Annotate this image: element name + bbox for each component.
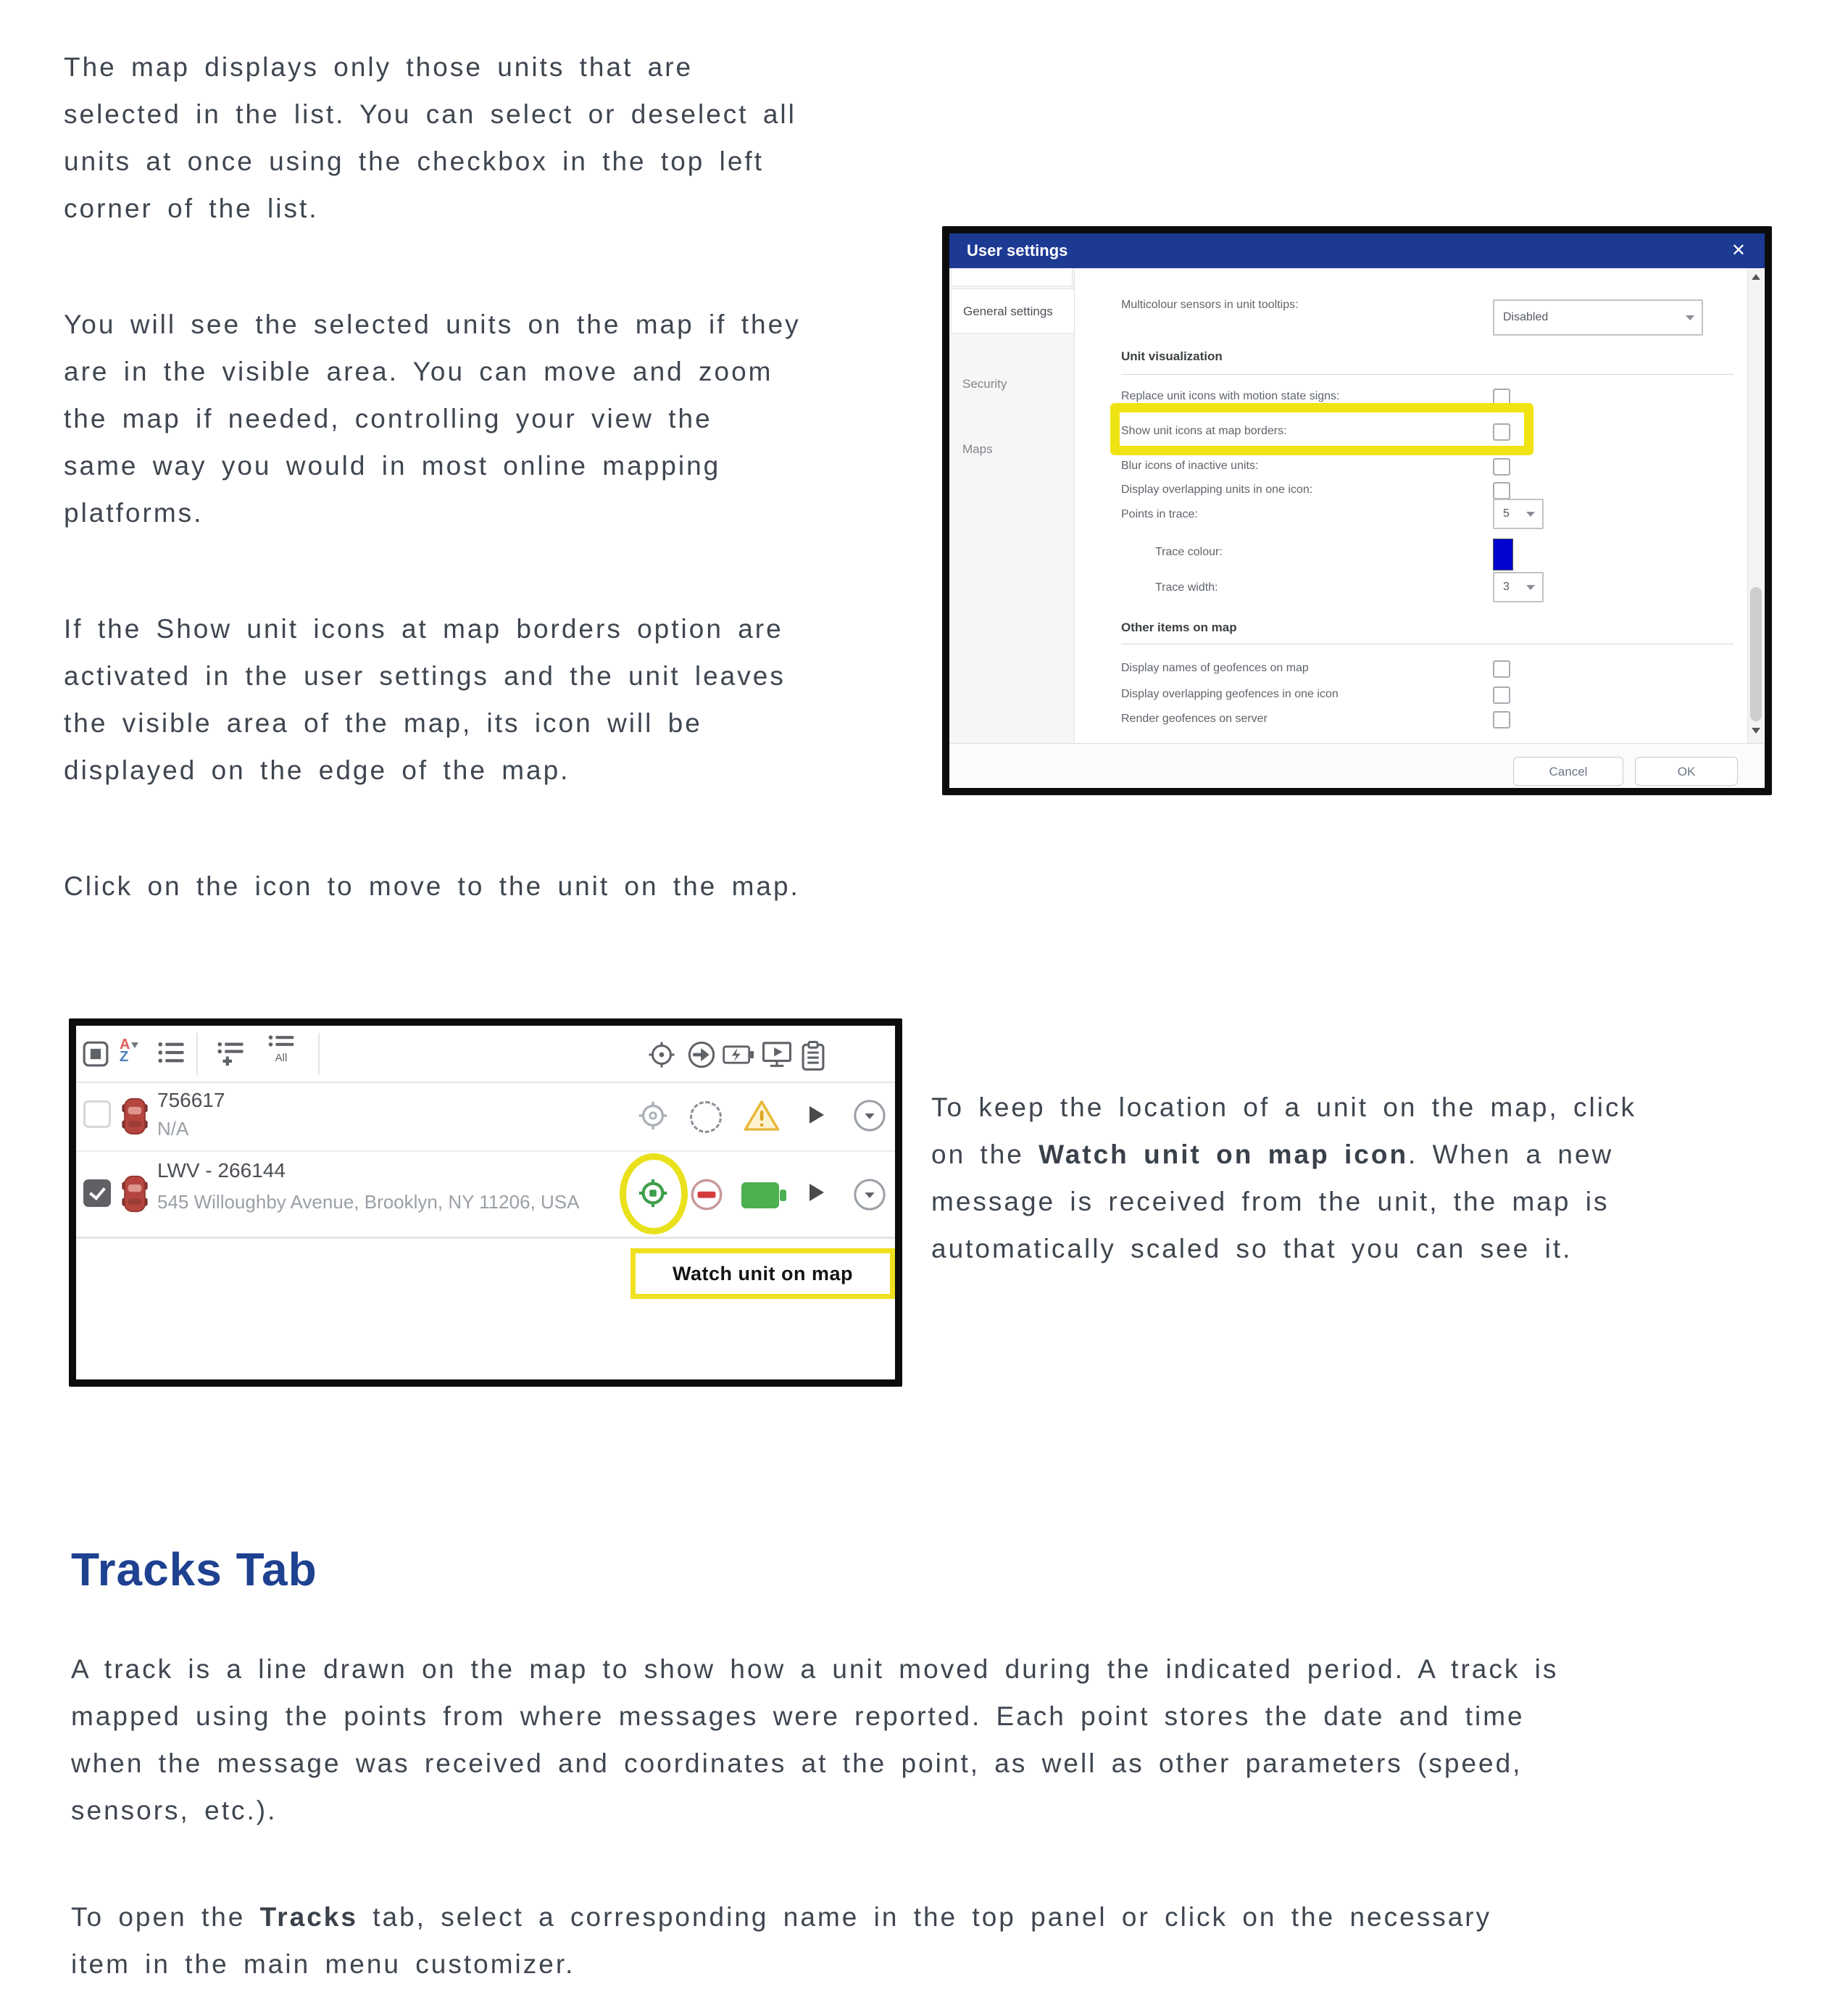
select-value: Disabled — [1503, 311, 1549, 323]
trace-width-label: Trace width: — [1155, 581, 1218, 594]
unit-location: N/A — [157, 1118, 189, 1140]
no-entry-icon[interactable] — [690, 1178, 723, 1211]
points-in-trace-select[interactable] — [1493, 499, 1544, 529]
trace-colour-label: Trace colour: — [1155, 546, 1223, 558]
text-line: the visible area of the map, its icon will be — [64, 708, 702, 738]
select-value: 3 — [1503, 581, 1510, 593]
section-divider — [1121, 374, 1733, 375]
text-line: platforms. — [64, 498, 204, 528]
unit-row-lwv-266144 — [76, 1152, 895, 1235]
user-settings-dialog — [942, 226, 1772, 795]
battery-full-icon[interactable] — [740, 1179, 773, 1213]
play-icon[interactable] — [809, 1184, 824, 1201]
tracks-paragraph-2 — [71, 1893, 1810, 1988]
watch-unit-tooltip — [630, 1248, 895, 1299]
intro-paragraph-4 — [64, 863, 970, 910]
car-icon — [121, 1175, 149, 1216]
dialog-footer — [949, 743, 1765, 788]
blur-icons-checkbox[interactable] — [1493, 458, 1510, 476]
show-unit-icons-checkbox[interactable] — [1493, 423, 1510, 441]
no-position-dashed-circle-icon[interactable] — [690, 1101, 723, 1134]
all-label: All — [275, 1052, 288, 1064]
monitor-play-icon[interactable] — [762, 1040, 790, 1068]
text-line — [71, 1893, 1810, 1941]
text-line: automatically scaled so that you can see it. — [931, 1234, 1573, 1263]
text-segment: tab, select a corresponding name in the top panel or click on the necessary — [357, 1902, 1492, 1932]
text-line: To keep the location of a unit on the map, click — [931, 1092, 1636, 1122]
unit-name: LWV - 266144 — [157, 1159, 286, 1182]
text-line: when the message was received and coordinates at the point, as well as other parameters (speed, — [71, 1748, 1523, 1778]
expand-chevron-circle-icon[interactable] — [853, 1178, 886, 1211]
ok-button[interactable]: OK — [1635, 757, 1738, 786]
text-segment: . When a new — [1408, 1140, 1614, 1169]
unit-checkbox[interactable] — [83, 1100, 111, 1128]
text-segment: on the — [931, 1140, 1039, 1169]
tracks-bold-text: Tracks — [259, 1902, 358, 1932]
replace-icons-label: Replace unit icons with motion state signs: — [1121, 390, 1340, 402]
text-line: corner of the list. — [64, 194, 319, 223]
show-all-icon[interactable] — [267, 1034, 295, 1062]
unit-location: 545 Willoughby Avenue, Brooklyn, NY 11206, USA — [157, 1191, 580, 1213]
text-line: same way you would in most online mapping — [64, 451, 721, 481]
text-line: If the Show unit icons at map borders option are — [64, 614, 783, 644]
overlap-units-label: Display overlapping units in one icon: — [1121, 483, 1313, 496]
render-geofences-checkbox[interactable] — [1493, 711, 1510, 729]
text-line: item in the main menu customizer. — [71, 1949, 575, 1979]
tab-general-settings[interactable]: General settings — [951, 289, 1074, 333]
geofence-overlap-checkbox[interactable] — [1493, 686, 1510, 704]
add-to-list-icon[interactable] — [217, 1040, 244, 1068]
geofence-names-checkbox[interactable] — [1493, 660, 1510, 678]
arrow-down-icon — [131, 1042, 138, 1048]
sidebar-scrolled-tab-stub — [951, 268, 1073, 286]
text-line: are in the visible area. You can move and zoom — [64, 357, 773, 386]
text-line: message is received from the unit, the map is — [931, 1187, 1610, 1216]
car-icon — [121, 1097, 149, 1139]
intro-paragraph-1 — [64, 43, 970, 232]
blur-icons-label: Blur icons of inactive units: — [1121, 460, 1259, 472]
scroll-down-icon[interactable] — [1752, 728, 1760, 734]
dialog-header — [949, 233, 1765, 268]
text-line: selected in the list. You can select or deselect all — [64, 99, 796, 129]
select-value: 5 — [1503, 507, 1510, 520]
battery-charge-icon[interactable] — [723, 1045, 750, 1072]
scroll-up-icon[interactable] — [1752, 274, 1760, 280]
text-line: units at once using the checkbox in the top left — [64, 146, 764, 176]
section-unit-visualization: Unit visualization — [1121, 349, 1223, 363]
section-other-items: Other items on map — [1121, 620, 1237, 634]
multicolour-sensors-select[interactable] — [1493, 299, 1703, 336]
watch-units-target-icon[interactable] — [647, 1040, 675, 1068]
intro-paragraph-2 — [64, 301, 970, 536]
watch-unit-paragraph — [931, 1084, 1801, 1272]
text-line: sensors, etc.). — [71, 1796, 278, 1825]
dialog-sidebar — [949, 268, 1075, 743]
replace-icons-checkbox[interactable] — [1493, 389, 1510, 406]
text-line — [931, 1131, 1801, 1178]
text-line: activated in the user settings and the unit leaves — [64, 661, 786, 691]
watch-unit-target-icon-active[interactable] — [636, 1176, 670, 1210]
follow-units-arrow-icon[interactable] — [687, 1040, 715, 1068]
cancel-button[interactable]: Cancel — [1513, 757, 1623, 786]
unit-display-icon[interactable] — [82, 1040, 109, 1068]
text-line: displayed on the edge of the map. — [64, 755, 570, 785]
trace-colour-swatch[interactable] — [1493, 539, 1513, 570]
watch-unit-bold-text: Watch unit on map icon — [1039, 1140, 1409, 1169]
chevron-down-icon — [1526, 512, 1535, 517]
render-geofences-label: Render geofences on server — [1121, 713, 1268, 725]
tracks-tab-heading: Tracks Tab — [71, 1543, 317, 1595]
unit-list-toolbar — [76, 1026, 895, 1083]
list-view-icon[interactable] — [157, 1040, 185, 1068]
expand-chevron-circle-icon[interactable] — [853, 1099, 886, 1132]
geofence-names-label: Display names of geofences on map — [1121, 662, 1309, 674]
dialog-scrollbar[interactable] — [1747, 268, 1764, 743]
dialog-body — [949, 268, 1765, 788]
geofence-overlap-label: Display overlapping geofences in one icon — [1121, 688, 1339, 700]
unit-checkbox[interactable] — [83, 1179, 111, 1207]
row-divider — [76, 1237, 895, 1239]
overlap-units-checkbox[interactable] — [1493, 482, 1510, 499]
unit-list-panel — [69, 1018, 902, 1387]
text-line: Click on the icon to move to the unit on the map. — [64, 871, 800, 901]
trace-width-select[interactable] — [1493, 572, 1544, 602]
unit-row-756617 — [76, 1083, 895, 1150]
text-line: The map displays only those units that are — [64, 52, 694, 82]
watch-unit-target-icon[interactable] — [636, 1099, 670, 1132]
text-line: You will see the selected units on the map if they — [64, 310, 801, 339]
text-segment: To open the — [71, 1902, 260, 1932]
dialog-title: User settings — [967, 241, 1068, 260]
tab-maps[interactable]: Maps — [962, 442, 993, 456]
chevron-down-icon — [1526, 585, 1535, 590]
warning-icon[interactable] — [743, 1099, 776, 1132]
show-unit-icons-label: Show unit icons at map borders: — [1121, 425, 1287, 437]
tab-security[interactable]: Security — [962, 377, 1007, 391]
toolbar-separator — [318, 1033, 320, 1075]
unit-name: 756617 — [157, 1089, 225, 1111]
chevron-down-icon — [1686, 315, 1694, 320]
tooltip-label: Watch unit on map — [673, 1263, 853, 1284]
intro-paragraph-3 — [64, 605, 970, 794]
scrollbar-thumb[interactable] — [1750, 587, 1762, 721]
text-line: mapped using the points from where messages were reported. Each point stores the date and time — [71, 1701, 1525, 1731]
points-in-trace-label: Points in trace: — [1121, 508, 1198, 520]
toolbar-separator — [196, 1033, 198, 1075]
text-line: A track is a line drawn on the map to show how a unit moved during the indicated period. A track is — [71, 1654, 1559, 1684]
tracks-paragraph-1 — [71, 1645, 1810, 1834]
text-line: the map if needed, controlling your view the — [64, 404, 712, 433]
play-icon[interactable] — [809, 1106, 824, 1124]
close-icon[interactable]: ✕ — [1731, 241, 1746, 260]
multicolour-sensors-label: Multicolour sensors in unit tooltips: — [1121, 299, 1299, 311]
sort-az-icon[interactable] — [120, 1039, 147, 1066]
intro-text — [64, 43, 970, 979]
sort-z-letter: Z — [120, 1049, 129, 1065]
clipboard-report-icon[interactable] — [801, 1040, 828, 1068]
sort-a-letter: A — [120, 1037, 130, 1053]
